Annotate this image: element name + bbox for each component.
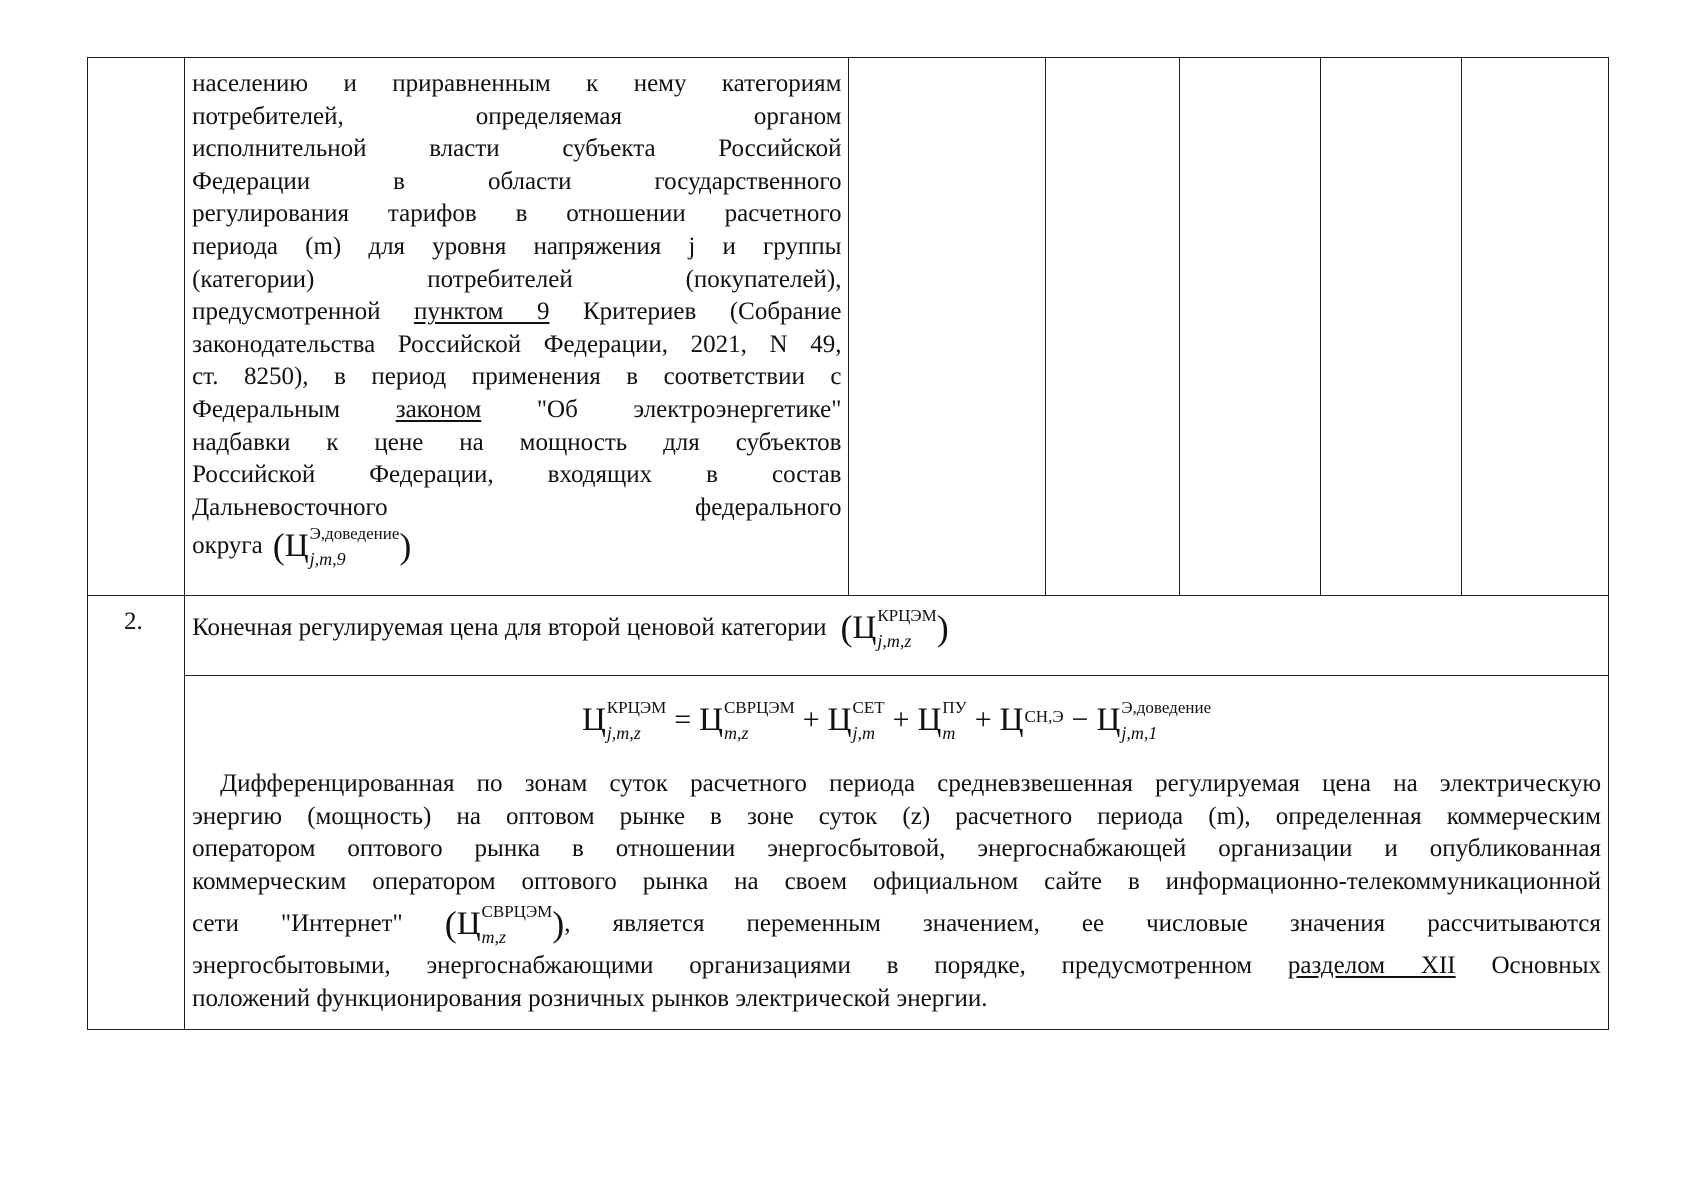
term-2-sub: j,m bbox=[852, 722, 875, 743]
text-fragment: "Об электроэнергетике" bbox=[481, 395, 842, 423]
text-line bbox=[192, 950, 1601, 983]
term-lhs-base: Ц bbox=[581, 701, 606, 738]
symbol-sub: m,z bbox=[481, 926, 507, 947]
title-cell bbox=[185, 596, 1609, 676]
description-cell bbox=[185, 58, 849, 596]
term-lhs-sup: КРЦЭМ bbox=[606, 697, 667, 717]
text-line: энергию (мощность) на оптовом рынке в зоне суток (z) расчетного периода (m), определенная коммерческим bbox=[192, 802, 1601, 830]
symbol-base: Ц bbox=[456, 905, 481, 942]
text-line: коммерческим оператором оптового рынка на своем официальном сайте в информационно-телекоммуникационной bbox=[192, 867, 1601, 895]
symbol-sub: j,m,z bbox=[877, 630, 912, 651]
term-5-sup: Э,доведение bbox=[1121, 697, 1212, 717]
word: "Интернет" bbox=[280, 910, 403, 938]
plus-sign: + bbox=[802, 703, 820, 736]
formula-description bbox=[185, 750, 1608, 1016]
text-line: населению и приравненным к нему категориям bbox=[192, 70, 842, 97]
word: переменным bbox=[746, 910, 881, 938]
word: сети bbox=[192, 910, 239, 938]
empty-cell bbox=[849, 58, 1045, 596]
text-line: потребителей, определяемая органом bbox=[192, 102, 842, 130]
formula-expression bbox=[582, 690, 1211, 750]
symbol-base: Ц bbox=[284, 527, 309, 564]
text-line: Российской Федерации, входящих в состав bbox=[192, 461, 842, 489]
term-4-sup: СН,Э bbox=[1024, 706, 1064, 726]
text-line: положений функционирования розничных рынков электрической энергии. bbox=[192, 984, 988, 1012]
text-line: ст. 8250), в период применения в соответствии с bbox=[192, 363, 842, 391]
text-line: исполнительной власти субъекта Российской bbox=[192, 135, 842, 163]
text-line: надбавки к цене на мощность для субъектов bbox=[192, 428, 842, 456]
word: , bbox=[564, 910, 571, 938]
term-3-sup: ПУ bbox=[942, 697, 967, 717]
link-federal-law[interactable]: законом bbox=[395, 395, 482, 423]
item-title bbox=[185, 596, 1608, 651]
text-line: законодательства Российской Федерации, 2021, N 49, bbox=[192, 330, 842, 358]
symbol-base: Ц bbox=[852, 609, 877, 646]
okrug-line bbox=[192, 523, 841, 569]
price-symbol-krcem: ( Ц КРЦЭМ j,m,z ) bbox=[840, 605, 949, 651]
okrug-label: округа bbox=[192, 532, 263, 560]
word: ее bbox=[1081, 910, 1105, 938]
item-number: 2. bbox=[124, 608, 143, 635]
term-lhs-sub: j,m,z bbox=[606, 722, 641, 743]
price-symbol-svrcem: ( Ц СВРЦЭМ m,z ) , bbox=[444, 901, 571, 947]
term-1-base: Ц bbox=[699, 701, 723, 738]
empty-cell bbox=[1179, 58, 1320, 596]
text-line: Дальневосточного федерального bbox=[192, 493, 842, 521]
plus-sign: + bbox=[892, 703, 910, 736]
empty-cell bbox=[1320, 58, 1461, 596]
text-fragment: энергосбытовыми, энергоснабжающими организациями в порядке, предусмотренном bbox=[192, 952, 1288, 980]
text-line: Дифференцированная по зонам суток расчетного периода средневзвешенная регулируемая цена на электрическую bbox=[220, 770, 1601, 797]
symbol-sup: КРЦЭМ bbox=[877, 605, 937, 625]
text-line: оператором оптового рынка в отношении энергосбытовой, энергоснабжающей организации и опубликованная bbox=[192, 835, 1601, 863]
equals-sign: = bbox=[674, 703, 692, 736]
plus-sign: + bbox=[974, 703, 992, 736]
word: значения bbox=[1289, 910, 1386, 938]
text-line: (категории) потребителей (покупателей), bbox=[192, 265, 842, 293]
symbol-sup: Э,доведение bbox=[309, 523, 400, 543]
term-1-sub: m,z bbox=[723, 722, 749, 743]
text-line-with-symbol bbox=[192, 898, 1601, 950]
tariff-table bbox=[87, 57, 1609, 1030]
text-line: периода (m) для уровня напряжения j и группы bbox=[192, 232, 842, 260]
term-4-base: Ц bbox=[999, 701, 1024, 738]
term-5-base: Ц bbox=[1096, 701, 1121, 738]
word: рассчитываются bbox=[1427, 910, 1601, 938]
empty-cell bbox=[1461, 58, 1608, 596]
term-3-base: Ц bbox=[917, 701, 942, 738]
link-section-xii[interactable]: разделом XII bbox=[1287, 952, 1456, 980]
text-fragment: Основных bbox=[1455, 952, 1601, 980]
word: является bbox=[612, 910, 705, 938]
text-line bbox=[192, 394, 841, 427]
text-line: Федерации в области государственного bbox=[192, 167, 842, 195]
table-row bbox=[88, 676, 1609, 1030]
minus-sign: − bbox=[1071, 703, 1089, 736]
term-2-sup: СЕТ bbox=[852, 697, 885, 717]
text-line bbox=[192, 296, 841, 329]
symbol-sub: j,m,9 bbox=[309, 548, 346, 569]
text-fragment: Критериев (Собрание bbox=[549, 298, 842, 326]
table-row bbox=[88, 596, 1609, 676]
formula-cell bbox=[185, 676, 1609, 1030]
text-fragment: Федеральным bbox=[192, 395, 396, 423]
description-paragraph bbox=[185, 58, 848, 569]
symbol-sup: СВРЦЭМ bbox=[481, 901, 553, 921]
word: числовые bbox=[1146, 910, 1248, 938]
text-line: регулирования тарифов в отношении расчетного bbox=[192, 200, 842, 228]
text-fragment: предусмотренной bbox=[192, 298, 414, 326]
word: значением, bbox=[922, 910, 1040, 938]
link-criteria-point-9[interactable]: пунктом 9 bbox=[413, 298, 550, 326]
item-title-text: Конечная регулируемая цена для второй ценовой категории bbox=[192, 614, 827, 641]
number-cell-empty bbox=[88, 58, 185, 596]
price-symbol-dovedenie-9: ( Ц Э,доведение j,m,9 ) bbox=[272, 523, 412, 569]
term-2-base: Ц bbox=[827, 701, 852, 738]
term-3-sub: m bbox=[942, 722, 956, 743]
table-row bbox=[88, 58, 1609, 596]
term-5-sub: j,m,1 bbox=[1121, 722, 1158, 743]
formula bbox=[185, 676, 1608, 750]
number-cell bbox=[88, 596, 185, 1030]
term-1-sup: СВРЦЭМ bbox=[723, 697, 795, 717]
empty-cell bbox=[1045, 58, 1179, 596]
